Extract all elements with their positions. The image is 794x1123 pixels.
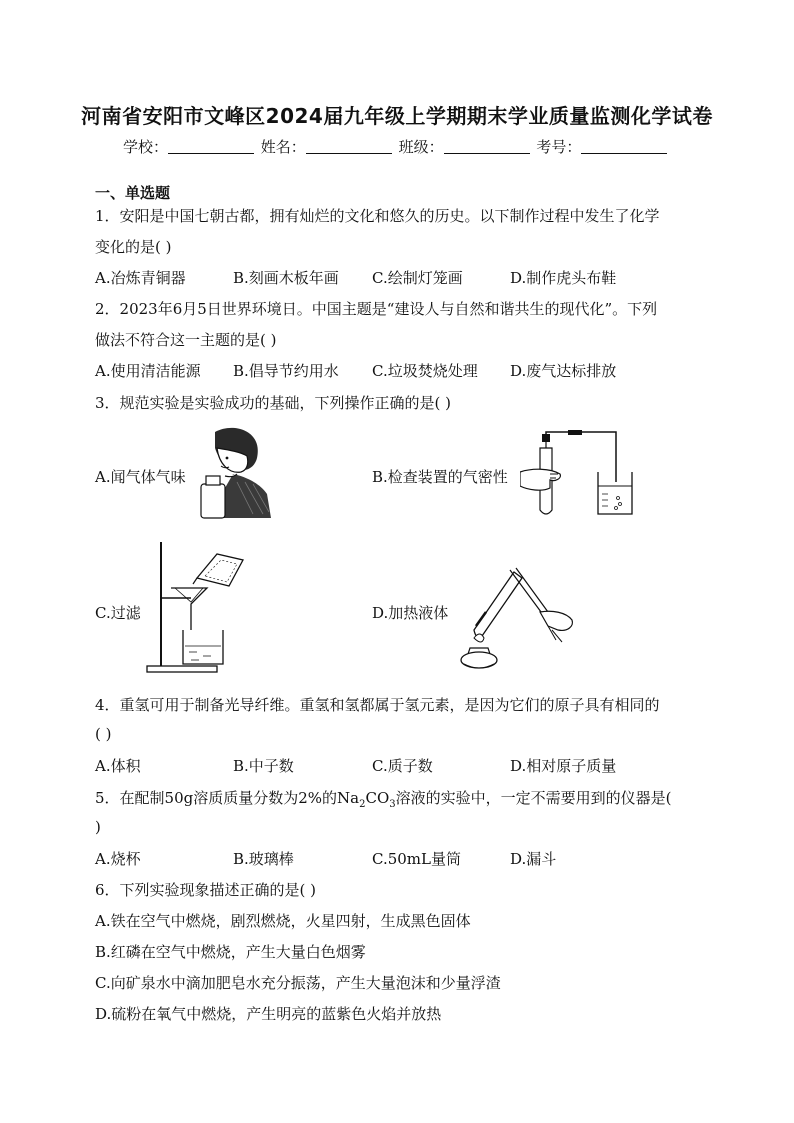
q5-option-c[interactable]: C.50mL量筒 — [372, 850, 461, 868]
class-label: 班级： — [398, 138, 444, 156]
q6-option-d[interactable]: D.硫粉在氧气中燃烧，产生明亮的蓝紫色火焰并放热 — [95, 1005, 442, 1023]
q4-option-b[interactable]: B.中子数 — [233, 757, 294, 775]
class-blank[interactable] — [444, 139, 530, 154]
q2-option-a[interactable]: A.使用清洁能源 — [95, 362, 201, 380]
q5-stem-line2: ) — [95, 818, 101, 836]
q1-option-d[interactable]: D.制作虎头布鞋 — [510, 269, 617, 287]
q6-option-a[interactable]: A.铁在空气中燃烧，剧烈燃烧，火星四射，生成黑色固体 — [95, 912, 471, 930]
heating-liquid-illustration — [452, 560, 578, 672]
q4-option-a[interactable]: A.体积 — [95, 757, 141, 775]
na2co3-formula: $Na_2CO_3$ — [337, 789, 396, 810]
q5-stem-pre: 5．在配制50g溶质质量分数为2%的 — [95, 789, 338, 807]
smelling-gas-illustration — [193, 426, 273, 520]
q2-stem-line2: 做法不符合这一主题的是( ) — [95, 331, 277, 349]
name-blank[interactable] — [306, 139, 392, 154]
filtration-illustration — [145, 538, 247, 676]
q4-stem-line2: ( ) — [95, 725, 112, 743]
school-label: 学校： — [123, 138, 169, 156]
q5-option-d[interactable]: D.漏斗 — [510, 850, 557, 868]
q5-stem-line1 — [95, 787, 672, 810]
q1-stem-line1: 1．安阳是中国七朝古都，拥有灿烂的文化和悠久的历史。以下制作过程中发生了化学 — [95, 207, 660, 225]
q5-option-a[interactable]: A.烧杯 — [95, 850, 141, 868]
student-info-line — [123, 136, 669, 157]
exam-no-label: 考号： — [536, 138, 582, 156]
airtightness-check-illustration — [520, 428, 638, 520]
q3-option-d[interactable]: D.加热液体 — [372, 604, 449, 622]
q1-option-b[interactable]: B.刻画木板年画 — [233, 269, 339, 287]
school-blank[interactable] — [168, 139, 254, 154]
q3-option-b[interactable]: B.检查装置的气密性 — [372, 468, 508, 486]
q2-option-d[interactable]: D.废气达标排放 — [510, 362, 617, 380]
q2-option-c[interactable]: C.垃圾焚烧处理 — [372, 362, 478, 380]
q1-option-a[interactable]: A.冶炼青铜器 — [95, 269, 186, 287]
q3-option-a[interactable]: A.闻气体气味 — [95, 468, 186, 486]
q4-option-d[interactable]: D.相对原子质量 — [510, 757, 617, 775]
section-heading: 一、单选题 — [95, 184, 171, 202]
exam-title: 河南省安阳市文峰区2024届九年级上学期期末学业质量监测化学试卷 — [81, 104, 713, 128]
q6-stem: 6．下列实验现象描述正确的是( ) — [95, 881, 317, 899]
q3-stem: 3．规范实验是实验成功的基础，下列操作正确的是( ) — [95, 394, 452, 412]
q6-option-c[interactable]: C.向矿泉水中滴加肥皂水充分振荡，产生大量泡沫和少量浮渣 — [95, 974, 501, 992]
q3-option-c[interactable]: C.过滤 — [95, 604, 141, 622]
name-label: 姓名： — [260, 138, 306, 156]
q5-stem-post: 溶液的实验中，一定不需要用到的仪器是( — [395, 789, 672, 807]
q1-option-c[interactable]: C.绘制灯笼画 — [372, 269, 463, 287]
q2-option-b[interactable]: B.倡导节约用水 — [233, 362, 339, 380]
exam-no-blank[interactable] — [581, 139, 667, 154]
q4-stem-line1: 4．重氢可用于制备光导纤维。重氢和氢都属于氢元素，是因为它们的原子具有相同的 — [95, 696, 660, 714]
q1-stem-line2: 变化的是( ) — [95, 238, 172, 256]
q2-stem-line1: 2．2023年6月5日世界环境日。中国主题是“建设人与自然和谐共生的现代化”。下列 — [95, 300, 658, 318]
q6-option-b[interactable]: B.红磷在空气中燃烧，产生大量白色烟雾 — [95, 943, 366, 961]
q5-option-b[interactable]: B.玻璃棒 — [233, 850, 294, 868]
q4-option-c[interactable]: C.质子数 — [372, 757, 433, 775]
